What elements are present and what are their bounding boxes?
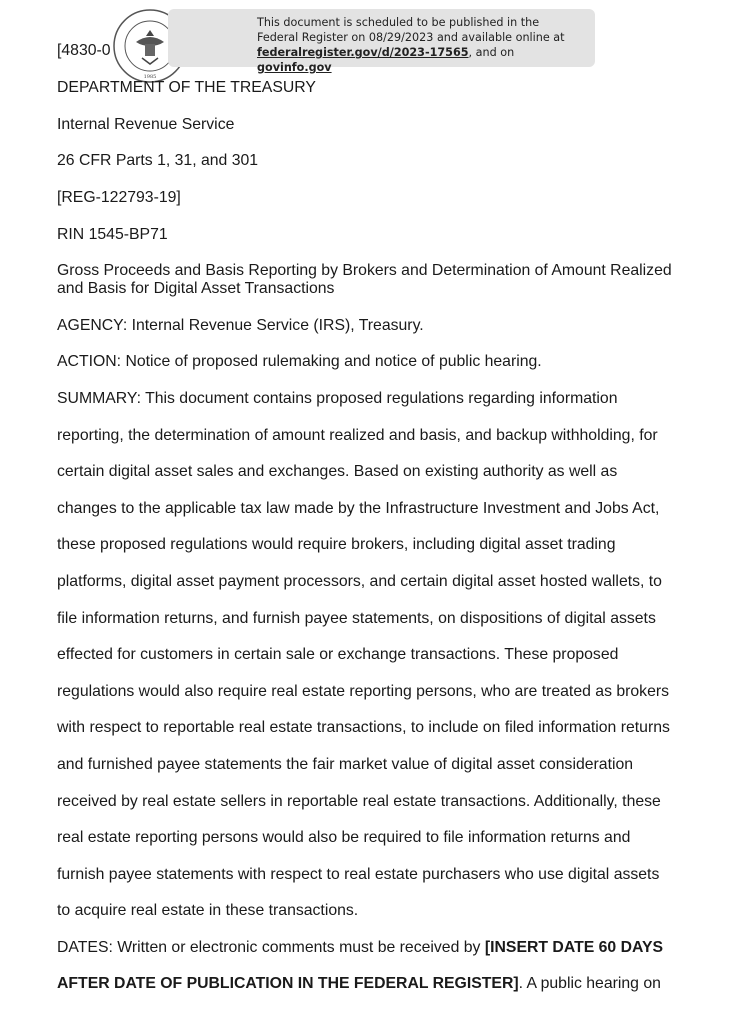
summary-line: regulations would also require real estate reporting persons, who are treated as brokers bbox=[57, 683, 670, 700]
banner-separator: , and on bbox=[468, 46, 515, 59]
govinfo-link[interactable]: govinfo.gov bbox=[257, 61, 332, 74]
banner-line-3 bbox=[257, 45, 585, 75]
publication-banner bbox=[168, 9, 595, 74]
reg-number: [REG-122793-19] bbox=[57, 189, 181, 206]
summary-line: received by real estate sellers in reportable real estate transactions. Additionally, these bbox=[57, 793, 661, 810]
summary-line: effected for customers in certain sale or exchange transactions. These proposed bbox=[57, 646, 619, 663]
dates-line-1 bbox=[57, 939, 663, 957]
dates-prefix: DATES: Written or electronic comments must be received by bbox=[57, 939, 485, 956]
summary-line: changes to the applicable tax law made by the Infrastructure Investment and Jobs Act, bbox=[57, 500, 660, 517]
summary-line: furnish payee statements with respect to real estate purchasers who use digital assets bbox=[57, 866, 660, 883]
federal-register-link[interactable]: federalregister.gov/d/2023-17565 bbox=[257, 46, 469, 59]
billing-code: [4830-0 bbox=[57, 42, 111, 59]
banner-line-2: Federal Register on 08/29/2023 and available online at bbox=[257, 31, 565, 44]
summary-line: certain digital asset sales and exchanges. Based on existing authority as well as bbox=[57, 463, 618, 480]
agency-line: AGENCY: Internal Revenue Service (IRS), Treasury. bbox=[57, 317, 424, 334]
department: DEPARTMENT OF THE TREASURY bbox=[57, 79, 316, 96]
summary-line: real estate reporting persons would also be required to file information returns and bbox=[57, 829, 631, 846]
summary-line: platforms, digital asset payment processors, and certain digital asset hosted wallets, to bbox=[57, 573, 662, 590]
document-title: Gross Proceeds and Basis Reporting by Brokers and Determination of Amount Realized and Basis for Digital Asset Transactions bbox=[57, 262, 672, 297]
dates-bold-1: [INSERT DATE 60 DAYS bbox=[484, 939, 664, 956]
rin-number: RIN 1545-BP71 bbox=[57, 226, 168, 243]
dates-suffix: . A public hearing on bbox=[518, 975, 661, 992]
summary-line: file information returns, and furnish payee statements, on dispositions of digital assets bbox=[57, 610, 656, 627]
dates-line-2 bbox=[57, 975, 661, 993]
summary-line: to acquire real estate in these transactions. bbox=[57, 902, 359, 919]
summary-line: reporting, the determination of amount realized and basis, and backup withholding, for bbox=[57, 427, 658, 444]
seal-year: 1985 bbox=[143, 74, 157, 80]
agency-name: Internal Revenue Service bbox=[57, 116, 235, 133]
summary-line: these proposed regulations would require brokers, including digital asset trading bbox=[57, 536, 616, 553]
summary-line: SUMMARY: This document contains proposed regulations regarding information bbox=[57, 390, 618, 407]
cfr-parts: 26 CFR Parts 1, 31, and 301 bbox=[57, 152, 259, 169]
summary-line: and furnished payee statements the fair market value of digital asset consideration bbox=[57, 756, 634, 773]
action-line: ACTION: Notice of proposed rulemaking and notice of public hearing. bbox=[57, 353, 542, 370]
summary-line: with respect to reportable real estate transactions, to include on filed information returns bbox=[57, 719, 670, 736]
banner-line-1: This document is scheduled to be published in the bbox=[257, 16, 540, 29]
dates-bold-2: AFTER DATE OF PUBLICATION IN THE FEDERAL REGISTER] bbox=[57, 975, 519, 992]
